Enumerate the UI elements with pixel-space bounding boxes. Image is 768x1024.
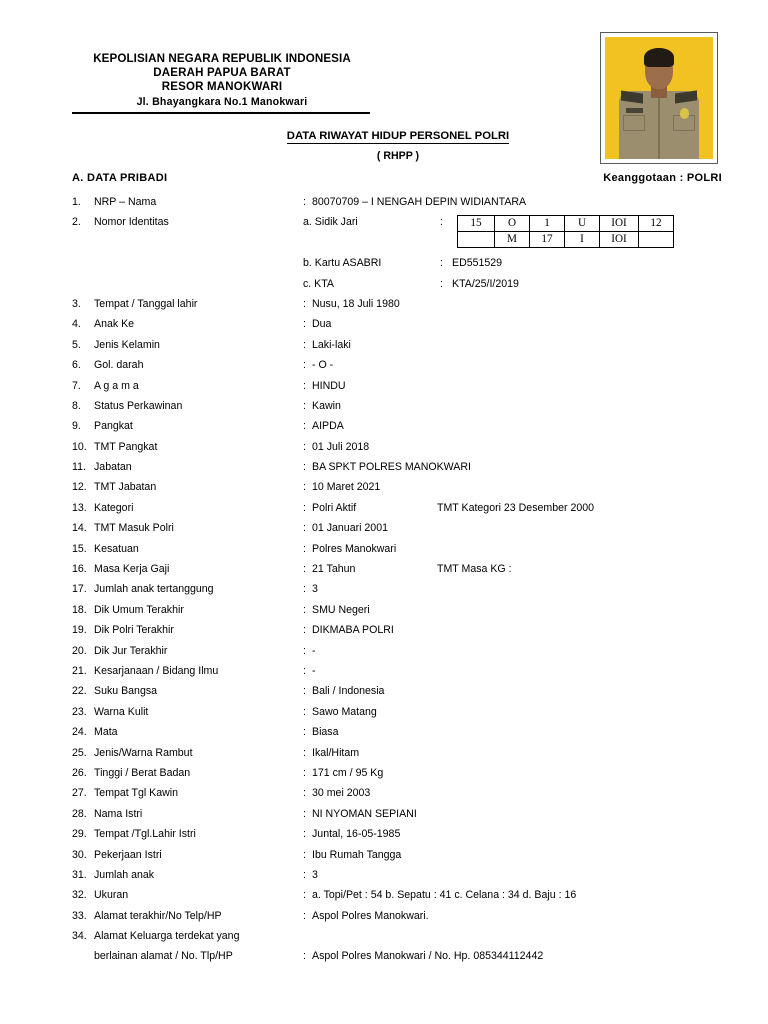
field-row [72,294,732,314]
field-label: NRP – Nama [94,196,157,208]
field-row [72,763,732,783]
photo-hair [644,48,674,68]
field-value: Dua [312,318,332,331]
field-number: 6. [72,359,81,372]
field-label-continued: berlainan alamat / No. Tlp/HP [94,950,233,963]
field-label: Nama Istri [94,807,143,820]
fields-list [72,192,732,967]
field-value: 3 [312,868,318,881]
subfield-colon: : [440,216,443,229]
field-value: Bali / Indonesia [312,685,385,698]
field-number: 30. [72,848,87,861]
field-row [72,437,732,457]
field-colon: : [303,420,306,433]
document-subtitle [0,150,768,162]
field-colon: : [303,685,306,698]
field-row [72,559,732,579]
field-row [72,396,732,416]
fingerprint-cell: 15 [458,216,495,232]
field-value: AIPDA [312,420,344,433]
field-number: 29. [72,828,87,841]
field-label: Tempat Tgl Kawin [94,787,179,800]
field-number: 31. [72,868,87,881]
field-colon: : [303,196,306,208]
field-colon: : [303,705,306,718]
field-row [72,376,732,396]
field-colon: : [303,318,306,331]
subfield-label-kta: c. KTA [303,277,334,290]
field-number: 5. [72,338,81,351]
field-value: Polri Aktif [312,501,357,514]
personnel-photo [600,32,718,164]
field-colon: : [303,726,306,739]
field-label: Nomor Identitas [94,216,169,229]
field-row-spacer [72,233,732,253]
field-row [72,804,732,824]
field-row [72,416,732,436]
field-colon: : [303,563,306,576]
letterhead-divider [72,112,370,114]
fingerprint-cell: I [565,232,600,248]
field-row [72,335,732,355]
field-row [72,579,732,599]
field-label: Tempat / Tanggal lahir [94,297,198,310]
field-row [72,274,732,294]
subfield-value-kartu-asabri: ED551529 [452,257,503,270]
photo-badge [680,108,690,119]
photo-pocket-left [623,115,645,131]
field-colon: : [303,644,306,657]
field-value: - O - [312,359,334,372]
field-label: Jumlah anak [94,868,155,881]
field-value: 10 Maret 2021 [312,481,381,494]
field-label: Pekerjaan Istri [94,848,162,861]
field-row [72,253,732,273]
field-row [72,212,732,246]
fingerprint-cell: IOI [600,216,639,232]
field-number: 3. [72,297,81,310]
document-subtitle-text: ( RHPP ) [376,150,420,162]
field-colon: : [303,807,306,820]
field-colon: : [303,297,306,310]
field-colon: : [303,746,306,759]
field-colon: : [303,583,306,596]
field-row [72,600,732,620]
field-colon: : [303,868,306,881]
field-number: 9. [72,420,81,433]
field-number: 10. [72,440,87,453]
field-row [72,845,732,865]
field-label: A g a m a [94,379,139,392]
document-title-text: DATA RIWAYAT HIDUP PERSONEL POLRI [286,130,510,142]
field-value: 01 Juli 2018 [312,440,370,453]
field-label: Alamat Keluarga terdekat yang [94,930,240,943]
field-value: Ikal/Hitam [312,746,360,759]
field-number: 22. [72,685,87,698]
fingerprint-cell: IOI [600,232,639,248]
field-number: 23. [72,705,87,718]
field-row [72,539,732,559]
fingerprint-cell: U [565,216,600,232]
field-colon: : [303,379,306,392]
field-colon: : [303,461,306,474]
field-value: Aspol Polres Manokwari / No. Hp. 085344112442 [312,950,544,963]
field-number: 28. [72,807,87,820]
field-label: Warna Kulit [94,705,149,718]
field-colon: : [303,522,306,535]
field-value: Polres Manokwari [312,542,397,555]
field-number: 25. [72,746,87,759]
field-number: 16. [72,563,87,576]
field-number: 19. [72,624,87,637]
field-label: Jabatan [94,461,132,474]
field-colon: : [303,909,306,922]
field-label: Masa Kerja Gaji [94,563,170,576]
field-number: 24. [72,726,87,739]
field-value: Biasa [312,726,339,739]
field-colon: : [303,787,306,800]
field-label: Mata [94,726,118,739]
field-value: Nusu, 18 Juli 1980 [312,297,400,310]
field-row [72,885,732,905]
photo-nametag [626,108,643,113]
fingerprint-cell: 1 [530,216,565,232]
field-number: 7. [72,379,81,392]
field-value: Sawo Matang [312,705,377,718]
table-row [458,216,674,232]
field-value: - [312,644,316,657]
membership-label: Keanggotaan : POLRI [603,172,722,184]
field-colon: : [303,501,306,514]
field-colon: : [303,624,306,637]
field-label: Kesatuan [94,542,139,555]
field-colon: : [303,950,306,963]
field-number: 13. [72,501,87,514]
field-label: Dik Polri Terakhir [94,624,174,637]
subfield-label-sidik-jari: a. Sidik Jari [303,216,358,229]
field-value: Kawin [312,399,341,412]
field-rows-rest [72,294,732,926]
field-value: 30 mei 2003 [312,787,371,800]
field-value: - [312,664,316,677]
field-row [72,641,732,661]
field-label: Jenis Kelamin [94,338,160,351]
field-label: Kategori [94,501,134,514]
section-bar [72,172,722,184]
field-label: Suku Bangsa [94,685,158,698]
subfield-colon: : [440,277,443,290]
field-number: 15. [72,542,87,555]
field-number: 14. [72,522,87,535]
field-value: 171 cm / 95 Kg [312,766,384,779]
field-label: Pangkat [94,420,133,433]
field-row [72,926,732,946]
fingerprint-cell: O [495,216,530,232]
letterhead-line-2: DAERAH PAPUA BARAT [153,67,291,80]
field-number: 34. [72,930,87,943]
subfield-value-kta: KTA/25/I/2019 [452,277,519,290]
field-label: TMT Jabatan [94,481,157,494]
field-number: 11. [72,461,86,474]
letterhead [72,52,372,109]
fingerprint-cell: M [495,232,530,248]
field-value: NI NYOMAN SEPIANI [312,807,417,820]
field-colon: : [303,603,306,616]
field-row [72,620,732,640]
field-value: 3 [312,583,318,596]
field-value: Laki-laki [312,338,351,351]
field-number: 1. [72,196,81,208]
field-colon: : [303,664,306,677]
field-row [72,661,732,681]
field-number: 21. [72,664,87,677]
subfield-colon: : [440,257,443,270]
field-label: Jenis/Warna Rambut [94,746,193,759]
field-label: Tinggi / Berat Badan [94,766,191,779]
field-colon: : [303,766,306,779]
field-row [72,498,732,518]
field-row [72,681,732,701]
field-row [72,865,732,885]
field-row [72,355,732,375]
letterhead-line-3: RESOR MANOKWARI [161,81,283,94]
field-number: 32. [72,889,87,902]
fingerprint-cell: 17 [530,232,565,248]
field-label: Status Perkawinan [94,399,183,412]
field-number: 26. [72,766,87,779]
field-value: a. Topi/Pet : 54 b. Sepatu : 41 c. Celana : 34 d. Baju : 16 [312,889,577,902]
field-number: 18. [72,603,87,616]
field-number: 20. [72,644,87,657]
section-heading: A. DATA PRIBADI [72,172,168,184]
field-row [72,743,732,763]
field-row [72,702,732,722]
field-label: TMT Masuk Polri [94,522,174,535]
field-row [72,457,732,477]
field-value: SMU Negeri [312,603,370,616]
field-value: Ibu Rumah Tangga [312,848,402,861]
field-label: Gol. darah [94,359,144,372]
letterhead-line-1: KEPOLISIAN NEGARA REPUBLIK INDONESIA [93,52,351,65]
field-value: Juntal, 16-05-1985 [312,828,401,841]
field-row [72,783,732,803]
field-label: Tempat /Tgl.Lahir Istri [94,828,196,841]
field-number: 27. [72,787,87,800]
field-label: Dik Jur Terakhir [94,644,168,657]
field-row [72,192,732,212]
field-label: Dik Umum Terakhir [94,603,184,616]
field-colon: : [303,359,306,372]
field-row [72,906,732,926]
fingerprint-cell: 12 [639,216,674,232]
field-colon: : [303,828,306,841]
field-row [72,314,732,334]
field-extra: TMT Kategori 23 Desember 2000 [437,501,595,514]
field-colon: : [303,889,306,902]
field-label: Anak Ke [94,318,135,331]
field-label: Alamat terakhir/No Telp/HP [94,909,222,922]
field-row [72,518,732,538]
field-row [72,722,732,742]
field-number: 4. [72,318,81,331]
document-title [0,130,768,142]
field-colon: : [303,399,306,412]
field-number: 12. [72,481,87,494]
field-number: 2. [72,216,81,229]
field-colon: : [303,338,306,351]
field-extra: TMT Masa KG : [437,563,512,576]
field-label: TMT Pangkat [94,440,158,453]
field-value: 80070709 – I NENGAH DEPIN WIDIANTARA [312,196,527,208]
field-colon: : [303,481,306,494]
field-value: DIKMABA POLRI [312,624,394,637]
field-value: BA SPKT POLRES MANOKWARI [312,461,471,474]
subfield-label-kartu-asabri: b. Kartu ASABRI [303,257,382,270]
field-value: 01 Januari 2001 [312,522,388,535]
field-number: 33. [72,909,87,922]
field-colon: : [303,542,306,555]
field-label: Kesarjanaan / Bidang Ilmu [94,664,219,677]
field-colon: : [303,848,306,861]
field-value: HINDU [312,379,346,392]
field-number: 8. [72,399,81,412]
field-value: 21 Tahun [312,563,356,576]
letterhead-address: Jl. Bhayangkara No.1 Manokwari [136,95,308,108]
field-colon: : [303,440,306,453]
field-value: Aspol Polres Manokwari. [312,909,429,922]
field-label: Ukuran [94,889,129,902]
field-label: Jumlah anak tertanggung [94,583,214,596]
field-row [72,824,732,844]
field-row [72,477,732,497]
field-row [72,946,732,966]
field-number: 17. [72,583,87,596]
